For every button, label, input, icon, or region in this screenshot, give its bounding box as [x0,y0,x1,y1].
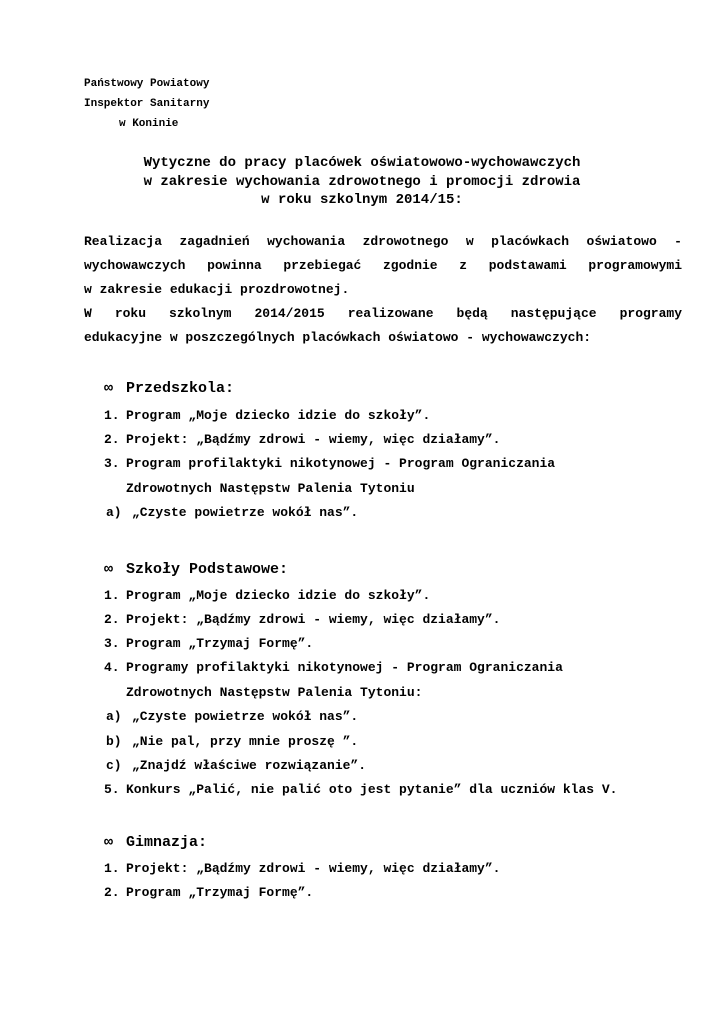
section-heading-text: Przedszkola: [126,380,235,397]
item-number: 5. [104,782,120,797]
list-item-continuation: Zdrowotnych Następstw Palenia Tytoniu [126,481,415,496]
item-text: Program „Trzymaj Formę”. [126,636,314,651]
item-text: Projekt: „Bądźmy zdrowi - wiemy, więc działamy”. [126,612,501,627]
item-text: Programy profilaktyki nikotynowej - Program Ograniczania [126,660,563,675]
item-text: „Nie pal, przy mnie proszę ”. [132,734,359,749]
intro-line-5: edukacyjne w poszczególnych placówkach oświatowo - wychowawczych: [84,330,592,345]
infinity-bullet-icon: ∞ [104,380,114,397]
item-text: Projekt: „Bądźmy zdrowi - wiemy, więc działamy”. [126,432,501,447]
item-number: 1. [104,408,120,423]
item-text: Program „Moje dziecko idzie do szkoły”. [126,408,431,423]
intro-line-1: Realizacja zagadnień wychowania zdrowotnego w placówkach oświatowo - [84,234,682,249]
item-number: a) [106,709,122,724]
section-heading-text: Szkoły Podstawowe: [126,561,289,578]
item-text: „Czyste powietrze wokół nas”. [132,709,359,724]
item-number: 2. [104,612,120,627]
list-item [104,635,313,653]
item-text: Projekt: „Bądźmy zdrowi - wiemy, więc działamy”. [126,861,501,876]
list-item [104,587,430,605]
item-text: Konkurs „Palić, nie palić oto jest pytanie” dla uczniów klas V. [126,782,618,797]
section-heading-szkoly-podstawowe [104,560,288,580]
infinity-bullet-icon: ∞ [104,834,114,851]
intro-paragraph [84,230,682,350]
intro-line-4: W roku szkolnym 2014/2015 realizowane będą następujące programy [84,306,682,321]
list-subitem [106,708,358,726]
infinity-bullet-icon: ∞ [104,561,114,578]
item-number: a) [106,505,122,520]
section-heading-przedszkola [104,379,234,399]
section-heading-gimnazja [104,833,207,853]
header-line-3: w Koninie [119,118,179,130]
list-subitem [106,757,366,775]
list-subitem [106,733,358,751]
item-number: 2. [104,885,120,900]
item-text: Program „Moje dziecko idzie do szkoły”. [126,588,431,603]
header-line-2: Inspektor Sanitarny [84,98,210,110]
section-heading-text: Gimnazja: [126,834,208,851]
list-item [104,611,500,629]
item-number: 1. [104,588,120,603]
list-item [104,407,430,425]
item-number: 3. [104,636,120,651]
title-line-3: w roku szkolnym 2014/15: [261,192,463,208]
item-number: c) [106,758,122,773]
item-number: 1. [104,861,120,876]
title-line-2: w zakresie wychowania zdrowotnego i promocji zdrowia [143,174,581,190]
list-subitem [106,504,358,522]
list-item [104,659,563,677]
item-number: 3. [104,456,120,471]
intro-line-3: w zakresie edukacji prozdrowotnej. [84,282,350,297]
item-text: „Znajdź właściwe rozwiązanie”. [132,758,367,773]
item-number: 4. [104,660,120,675]
list-item [104,860,500,878]
intro-line-2: wychowawczych powinna przebiegać zgodnie z podstawami programowymi [84,258,682,273]
list-item [104,884,313,902]
header-line-1: Państwowy Powiatowy [84,78,210,90]
item-text: Program „Trzymaj Formę”. [126,885,314,900]
list-item [104,781,617,799]
item-text: „Czyste powietrze wokół nas”. [132,505,359,520]
list-item [104,455,555,473]
item-number: 2. [104,432,120,447]
item-number: b) [106,734,122,749]
list-item [104,431,500,449]
item-text: Program profilaktyki nikotynowej - Program Ograniczania [126,456,556,471]
list-item-continuation: Zdrowotnych Następstw Palenia Tytoniu: [126,685,423,700]
title-line-1: Wytyczne do pracy placówek oświatowowo-wychowawczych [143,155,581,171]
